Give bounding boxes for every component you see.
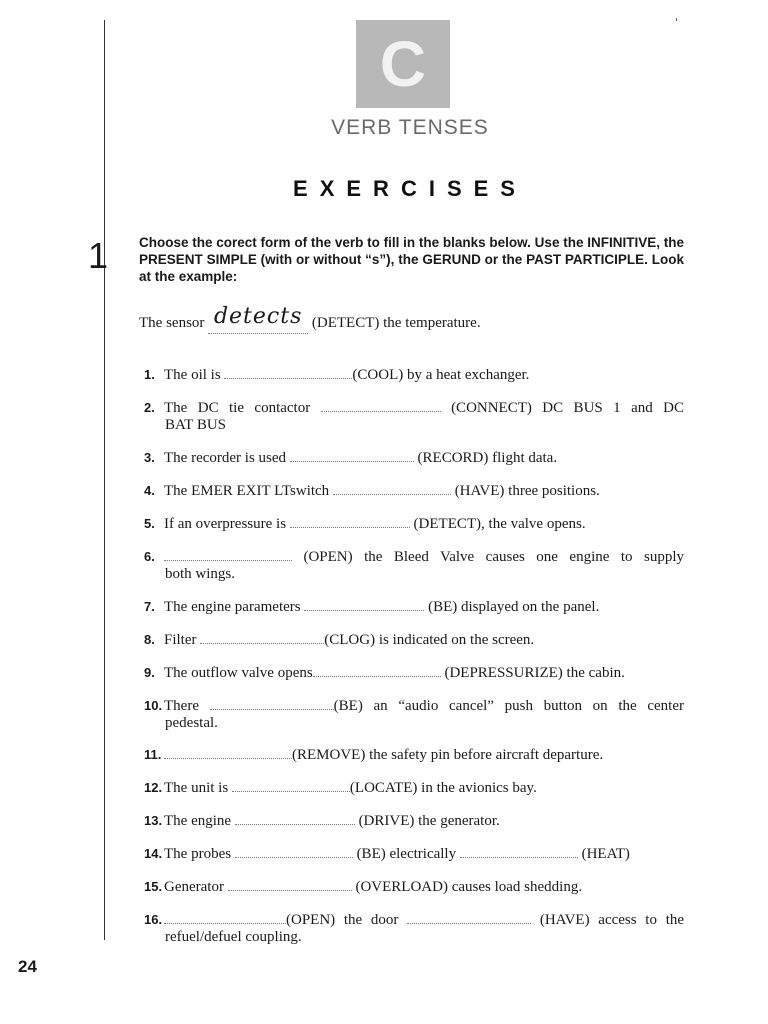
answer-blank[interactable]	[304, 610, 424, 611]
item-number: 14.	[144, 846, 163, 861]
answer-blank[interactable]	[460, 857, 578, 858]
item-number: 9.	[144, 665, 155, 680]
item-number: 6.	[144, 549, 155, 564]
chapter-title: VERB TENSES	[331, 116, 489, 139]
exercise-item	[144, 812, 684, 830]
chapter-letter-badge	[356, 20, 450, 108]
item-text: The engine parameters	[164, 599, 301, 615]
item-text: (HEAT)	[581, 846, 630, 862]
answer-blank[interactable]	[313, 676, 441, 677]
item-text: (OVERLOAD) causes load shedding.	[355, 879, 583, 895]
example-sentence	[139, 304, 481, 334]
answer-blank[interactable]	[333, 494, 451, 495]
exercise-item	[144, 845, 684, 863]
item-text: (BE) electrically	[356, 846, 457, 862]
item-text: (BE) displayed on the panel.	[428, 599, 600, 615]
exercise-item	[144, 366, 684, 384]
exercise-item	[144, 399, 684, 434]
item-text: (DRIVE) the generator.	[358, 813, 500, 829]
exercise-item	[144, 548, 684, 583]
item-text: The oil is	[164, 367, 221, 383]
item-text: (OPEN) the door	[286, 912, 399, 928]
exercise-item	[144, 598, 684, 616]
exercise-item	[144, 746, 684, 764]
item-number: 2.	[144, 400, 155, 415]
exercise-item	[144, 911, 684, 946]
item-number: 13.	[144, 813, 163, 828]
item-number: 11.	[144, 747, 162, 762]
answer-blank[interactable]	[235, 824, 355, 825]
exercise-item	[144, 515, 684, 533]
item-text: Generator	[164, 879, 224, 895]
item-text: (LOCATE) in the avionics bay.	[349, 780, 537, 796]
item-number: 15.	[144, 879, 163, 894]
item-text: The outflow valve opens	[164, 665, 313, 681]
item-text: (CONNECT) DC BUS 1 and DC	[451, 400, 684, 416]
answer-blank[interactable]	[224, 378, 352, 379]
item-text: Filter	[164, 632, 197, 648]
example-answer: detects	[213, 304, 303, 329]
exercise-item	[144, 779, 684, 797]
item-number: 1.	[144, 367, 155, 382]
item-continuation: both wings.	[165, 566, 236, 582]
chapter-letter: C	[379, 28, 427, 100]
item-text: (REMOVE) the safety pin before aircraft departure.	[292, 747, 604, 763]
item-number: 10.	[144, 698, 163, 713]
page-number: 24	[18, 957, 37, 976]
answer-blank[interactable]	[164, 923, 286, 924]
item-text: (CLOG) is indicated on the screen.	[324, 632, 535, 648]
item-text: (BE) an “audio cancel” push button on the center	[333, 698, 685, 714]
item-text: The DC tie contactor	[164, 400, 311, 416]
item-text: (COOL) by a heat exchanger.	[352, 367, 530, 383]
exercise-item	[144, 878, 684, 896]
answer-blank[interactable]	[164, 560, 292, 561]
exercise-item	[144, 449, 684, 467]
exercise-item	[144, 697, 684, 732]
item-text: If an overpressure is	[164, 516, 287, 532]
item-number: 3.	[144, 450, 155, 465]
item-continuation: pedestal.	[165, 715, 218, 731]
answer-blank[interactable]	[290, 527, 410, 528]
item-text: The probes	[164, 846, 232, 862]
item-number: 7.	[144, 599, 155, 614]
item-text: (HAVE) three positions.	[454, 483, 600, 499]
answer-blank[interactable]	[200, 643, 324, 644]
answer-blank[interactable]	[210, 709, 334, 710]
item-text: The engine	[164, 813, 232, 829]
item-text: (DEPRESSURIZE) the cabin.	[444, 665, 625, 681]
example-text-before: The sensor	[139, 315, 205, 331]
item-number: 5.	[144, 516, 155, 531]
exercise-instructions: Choose the corect form of the verb to fill in the blanks below. Use the INFINITIVE, the PRESENT SIMPLE (with or without “s”), the GERUND or the PAST PARTICIPLE. Look at the example:	[139, 235, 684, 284]
item-text: (RECORD) flight data.	[417, 450, 558, 466]
item-number: 12.	[144, 780, 163, 795]
answer-blank[interactable]	[232, 791, 350, 792]
answer-blank[interactable]	[164, 758, 292, 759]
item-text: There	[164, 698, 199, 714]
item-text: The recorder is used	[164, 450, 287, 466]
item-text: (HAVE) access to the	[539, 912, 685, 928]
answer-blank[interactable]	[321, 411, 441, 412]
section-title: EXERCISES	[293, 176, 527, 201]
exercise-number: 1	[88, 235, 109, 276]
example-text-after: (DETECT) the temperature.	[311, 315, 481, 331]
item-text: (DETECT), the valve opens.	[413, 516, 586, 532]
answer-blank[interactable]	[407, 923, 531, 924]
item-text: The unit is	[164, 780, 229, 796]
answer-blank[interactable]	[228, 890, 352, 891]
item-continuation: refuel/defuel coupling.	[165, 929, 302, 945]
item-number: 16.	[144, 912, 163, 927]
item-number: 4.	[144, 483, 155, 498]
exercise-item	[144, 664, 684, 682]
exercise-item	[144, 631, 684, 649]
item-number: 8.	[144, 632, 155, 647]
answer-blank[interactable]	[290, 461, 414, 462]
item-text: The EMER EXIT LTswitch	[164, 483, 330, 499]
exercise-item	[144, 482, 684, 500]
item-text: (OPEN) the Bleed Valve causes one engine to supply	[303, 549, 684, 565]
item-continuation: BAT BUS	[165, 417, 226, 433]
answer-blank[interactable]	[235, 857, 353, 858]
example-blank	[208, 304, 308, 334]
margin-rule	[104, 20, 105, 940]
corner-mark	[676, 18, 677, 21]
